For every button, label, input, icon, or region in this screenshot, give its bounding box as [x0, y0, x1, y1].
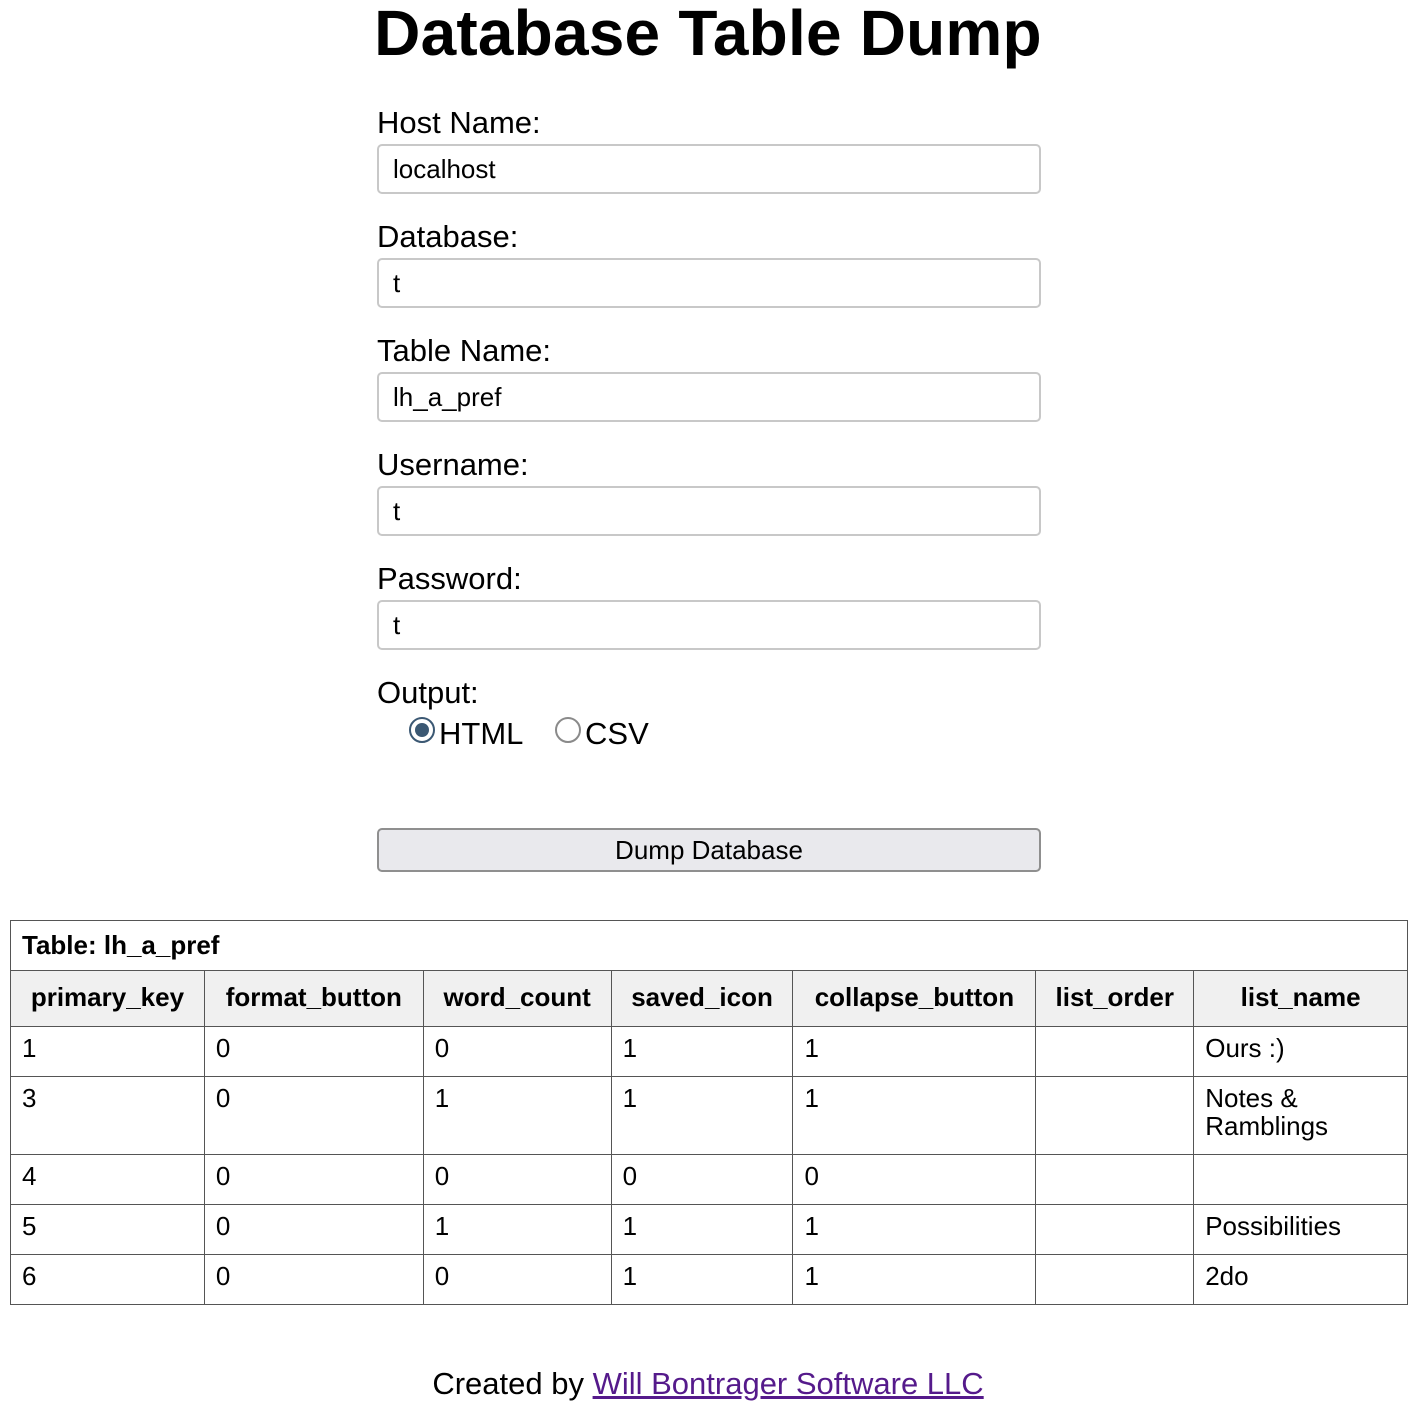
- radio-html-label: HTML: [439, 716, 524, 751]
- username-label: Username:: [377, 447, 529, 482]
- table-cell: 1: [611, 1027, 793, 1077]
- footer: [0, 1364, 1416, 1404]
- database-input[interactable]: [377, 258, 1041, 308]
- table-cell: [1036, 1205, 1194, 1255]
- table-cell: 0: [204, 1255, 423, 1305]
- table-cell: 0: [204, 1205, 423, 1255]
- table-name-input[interactable]: [377, 372, 1041, 422]
- output-label: Output:: [377, 675, 479, 710]
- username-input[interactable]: [377, 486, 1041, 536]
- table-row: [11, 1155, 1408, 1205]
- table-cell: 0: [423, 1027, 611, 1077]
- footer-credit-text: Created by: [432, 1366, 593, 1401]
- radio-csv-label: CSV: [585, 716, 649, 751]
- host-label: Host Name:: [377, 105, 541, 140]
- table-row: [11, 1027, 1408, 1077]
- table-cell: 0: [204, 1027, 423, 1077]
- table-cell: 1: [793, 1255, 1036, 1305]
- password-label: Password:: [377, 561, 522, 596]
- table-cell: 0: [204, 1155, 423, 1205]
- column-header: collapse_button: [793, 971, 1036, 1027]
- table-cell: 1: [611, 1077, 793, 1155]
- table-cell: Notes & Ramblings: [1194, 1077, 1408, 1155]
- dump-database-button[interactable]: Dump Database: [377, 828, 1041, 872]
- table-cell: [1036, 1077, 1194, 1155]
- column-header: list_name: [1194, 971, 1408, 1027]
- table-cell: 1: [11, 1027, 205, 1077]
- table-cell: [1036, 1155, 1194, 1205]
- output-option-html[interactable]: [409, 714, 523, 754]
- table-cell: 3: [11, 1077, 205, 1155]
- table-cell: Ours :): [1194, 1027, 1408, 1077]
- password-input[interactable]: [377, 600, 1041, 650]
- table-cell: 6: [11, 1255, 205, 1305]
- table-cell: 1: [793, 1077, 1036, 1155]
- table-cell: 0: [423, 1155, 611, 1205]
- dump-form: [377, 104, 1041, 758]
- table-cell: 0: [611, 1155, 793, 1205]
- radio-csv[interactable]: [555, 717, 581, 743]
- table-row: [11, 1255, 1408, 1305]
- table-cell: 1: [793, 1205, 1036, 1255]
- column-header: word_count: [423, 971, 611, 1027]
- table-cell: [1194, 1155, 1408, 1205]
- table-cell: 5: [11, 1205, 205, 1255]
- column-header: saved_icon: [611, 971, 793, 1027]
- table-cell: 2do: [1194, 1255, 1408, 1305]
- database-label: Database:: [377, 219, 519, 254]
- radio-html[interactable]: [409, 717, 435, 743]
- column-header: format_button: [204, 971, 423, 1027]
- table-cell: 0: [204, 1077, 423, 1155]
- table-cell: [1036, 1255, 1194, 1305]
- table-cell: 1: [611, 1205, 793, 1255]
- column-header: list_order: [1036, 971, 1194, 1027]
- table-cell: 1: [611, 1255, 793, 1305]
- table-cell: 1: [423, 1205, 611, 1255]
- table-header-row: [11, 971, 1408, 1027]
- table-cell: 1: [423, 1077, 611, 1155]
- table-cell: 0: [793, 1155, 1036, 1205]
- table-row: [11, 1077, 1408, 1155]
- result-table: [10, 920, 1408, 1305]
- host-input[interactable]: [377, 144, 1041, 194]
- table-cell: [1036, 1027, 1194, 1077]
- output-option-csv[interactable]: [555, 714, 649, 754]
- table-cell: 0: [423, 1255, 611, 1305]
- table-row: [11, 1205, 1408, 1255]
- output-radio-group: [377, 714, 1041, 758]
- footer-company-link[interactable]: Will Bontrager Software LLC: [592, 1366, 984, 1401]
- page-title: Database Table Dump: [374, 0, 1042, 69]
- table-cell: 1: [793, 1027, 1036, 1077]
- table-name-label: Table Name:: [377, 333, 552, 368]
- table-caption: Table: lh_a_pref: [11, 921, 1408, 971]
- table-cell: Possibilities: [1194, 1205, 1408, 1255]
- column-header: primary_key: [11, 971, 205, 1027]
- table-cell: 4: [11, 1155, 205, 1205]
